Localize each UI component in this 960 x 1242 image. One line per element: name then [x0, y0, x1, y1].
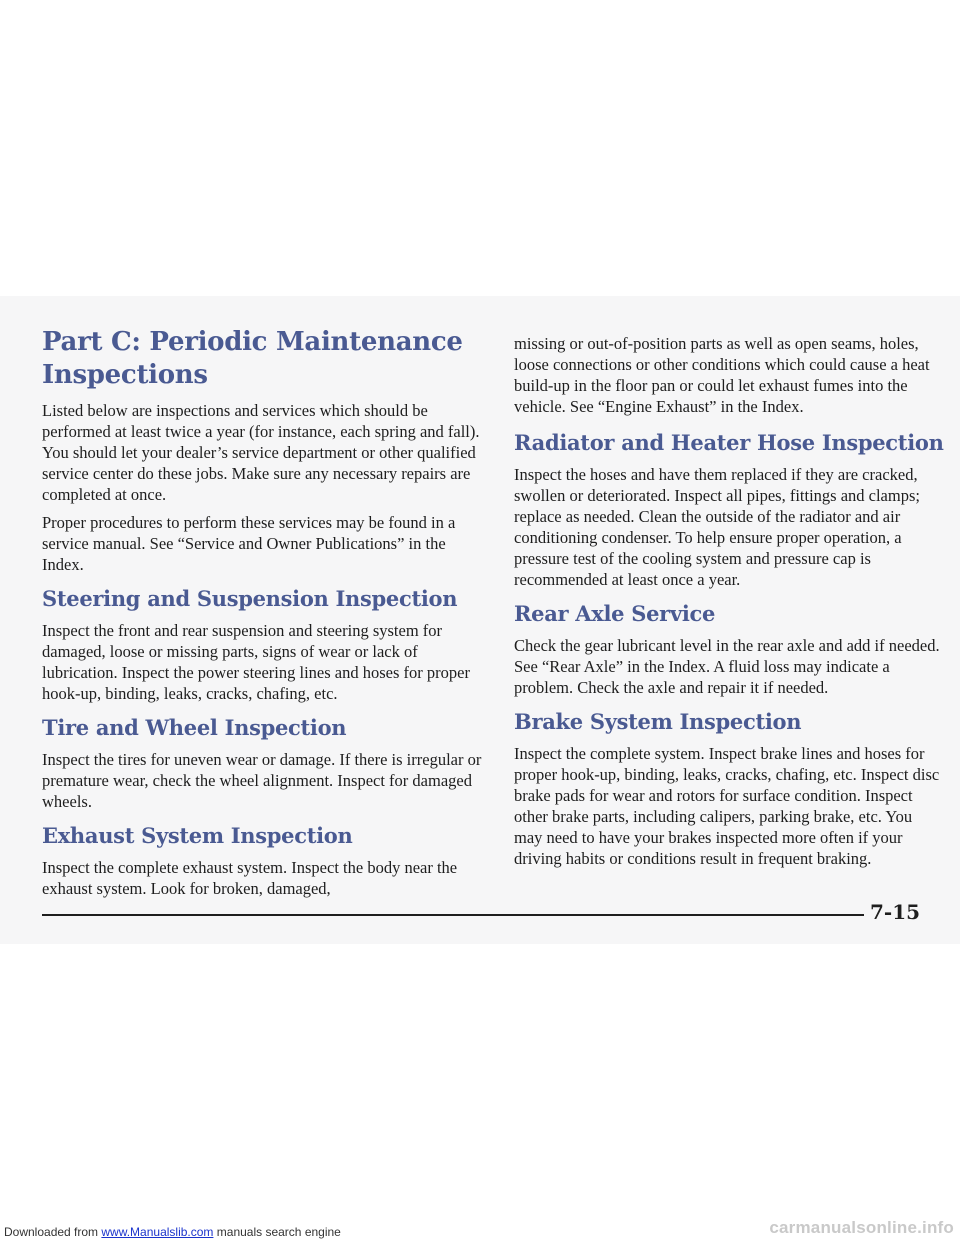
left-column: [42, 326, 482, 906]
exhaust-system-heading: Exhaust System Inspection: [42, 823, 353, 848]
radiator-hose-text: Inspect the hoses and have them replaced if they are cracked, swollen or deteriorated. Inspect all pipes, fittings and clamps; replace as needed. Clean the outside of the radiator and air conditioning condenser. To help ensure proper operation, a pressure test of the cooling system and pressure cap is recommended at least once a year.: [514, 465, 920, 589]
radiator-hose-heading: Radiator and Heater Hose Inspection: [514, 430, 944, 455]
exhaust-continued-text: missing or out-of-position parts as well as open seams, holes, loose connections or other conditions which could cause a heat build-up in the floor pan or could let exhaust fumes into the vehicle. See “Engine Exhaust” in the Index.: [514, 334, 930, 416]
page-number: 7-15: [870, 900, 921, 924]
right-column: [514, 333, 944, 876]
tire-wheel-text: Inspect the tires for uneven wear or damage. If there is irregular or premature wear, check the wheel alignment. Inspect for damaged wheels.: [42, 750, 482, 811]
rear-axle-heading: Rear Axle Service: [514, 601, 716, 626]
page-title: Part C: Periodic Maintenance Inspections: [42, 327, 463, 390]
steering-suspension-text: Inspect the front and rear suspension and steering system for damaged, loose or missing parts, signs of wear or lack of lubrication. Inspect the power steering lines and hoses for proper hook-up, binding, leaks, cracks, chafing, etc.: [42, 621, 470, 703]
tire-wheel-heading: Tire and Wheel Inspection: [42, 715, 347, 740]
watermark: carmanualsonline.info: [769, 1218, 954, 1237]
manualslib-link[interactable]: www.Manualslib.com: [101, 1225, 214, 1239]
rear-axle-text: Check the gear lubricant level in the rear axle and add if needed. See “Rear Axle” in the Index. A fluid loss may indicate a problem. Check the axle and repair it if needed.: [514, 636, 940, 697]
download-prefix: Downloaded from: [4, 1225, 102, 1239]
steering-suspension-heading: Steering and Suspension Inspection: [42, 586, 458, 611]
footer-rule: [42, 914, 864, 916]
download-notice: [4, 1225, 341, 1239]
intro-paragraph-1: Listed below are inspections and services which should be performed at least twice a year (for instance, each spring and fall). You should let your dealer’s service department or other qualified service center do these jobs. Make sure any necessary repairs are completed at once.: [42, 401, 480, 504]
exhaust-system-text: Inspect the complete exhaust system. Inspect the body near the exhaust system. Look for broken, damaged,: [42, 858, 458, 898]
brake-system-heading: Brake System Inspection: [514, 709, 802, 734]
download-suffix: manuals search engine: [213, 1225, 341, 1239]
intro-paragraph-2: Proper procedures to perform these services may be found in a service manual. See “Service and Owner Publications” in the Index.: [42, 513, 456, 574]
brake-system-text: Inspect the complete system. Inspect brake lines and hoses for proper hook-up, binding, leaks, cracks, chafing, etc. Inspect disc brake pads for wear and rotors for surface condition. Inspect other brake parts, including calipers, parking brake, etc. You may need to have your brakes inspected more often if your driving habits or conditions result in frequent braking.: [514, 744, 940, 868]
